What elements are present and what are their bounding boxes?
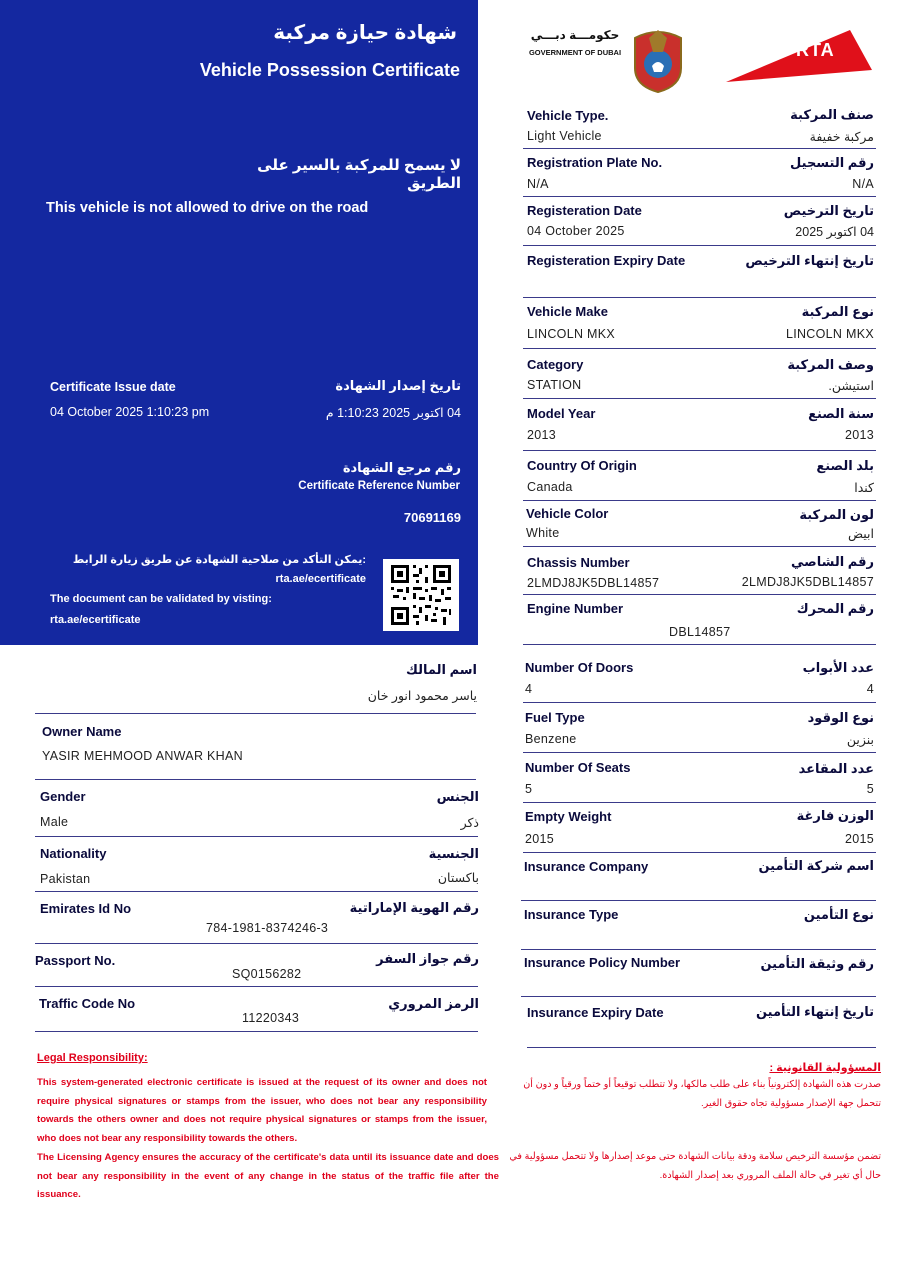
- nationality-value-ar: باكستان: [437, 871, 479, 885]
- model-year-label: Model Year: [527, 406, 596, 421]
- insurance-type-label-ar: نوع التأمين: [803, 907, 874, 922]
- chassis-value: 2LMDJ8JK5DBL14857: [527, 576, 660, 590]
- vehicle-type-value: Light Vehicle: [527, 129, 602, 143]
- traffic-code-label-ar: الرمز المروري: [388, 996, 479, 1011]
- legal-title-ar: المسؤولية القانونية :: [769, 1062, 881, 1074]
- plate-value-ar: N/A: [852, 177, 874, 191]
- emirates-id-label-ar: رقم الهوية الإماراتية: [349, 900, 479, 915]
- issue-date-value-ar: 04 اكتوبر 2025 1:10:23 م: [325, 406, 461, 420]
- validation-en: The document can be validated by visting:: [50, 593, 272, 605]
- legal-paragraph-1-ar: صدرت هذه الشهادة إلكترونياً بناء على طلب مالكها، ولا تتطلب توقيعاً أو ختماً ورقياً و دون أن تتحمل جهة الإصدار مسؤولية تجاه حقوق الغير.: [523, 1079, 881, 1109]
- traffic-code-value: 11220343: [242, 1011, 300, 1025]
- insurance-policy-label: Insurance Policy Number: [524, 955, 681, 970]
- reference-value: 70691169: [403, 510, 461, 525]
- emirates-id-value: 784-1981-8374246-3: [206, 921, 329, 935]
- model-year-value-ar: 2013: [844, 428, 874, 442]
- gov-dubai-logo: حكومـــة دبـــي GOVERNMENT OF DUBAI: [528, 28, 622, 57]
- plate-label-ar: رقم التسجيل: [790, 155, 874, 170]
- seats-label-ar: عدد المقاعد: [798, 761, 874, 776]
- issue-date-label: Certificate Issue date: [50, 380, 176, 394]
- legal-paragraph-2-ar: تضمن مؤسسة الترخيص سلامة ودقة بيانات الشهادة حتى موعد إصدارها ولا تتحمل مسؤولية في حال أي تغير في حالة الملف المروري بعد إصدار الشهادة.: [509, 1151, 881, 1181]
- legal-title-en: Legal Responsibility:: [37, 1052, 148, 1064]
- gender-label-ar: الجنس: [436, 789, 479, 804]
- plate-value: N/A: [527, 177, 549, 191]
- insurance-type-label: Insurance Type: [524, 907, 619, 922]
- fuel-value-ar: بنزين: [846, 733, 874, 747]
- title-en: Vehicle Possession Certificate: [199, 60, 460, 80]
- vehicle-type-label: Vehicle Type.: [527, 108, 609, 123]
- origin-label: Country Of Origin: [527, 458, 637, 473]
- nationality-value: Pakistan: [40, 872, 91, 886]
- passport-value: SQ0156282: [232, 967, 302, 981]
- warning-ar: لا يسمح للمركبة بالسير على الطريق: [257, 157, 461, 192]
- validation-url-2[interactable]: rta.ae/ecertificate: [50, 614, 141, 626]
- legal-paragraph-1-en: This system-generated electronic certificate is issued at the request of its owner and does not require physical signatures or stamps from the issuer, who does not bear any responsibility towards the others owner and does not require physical signatures or stamps from the issuer, who does not bear any responsibility towards the others.: [37, 1077, 487, 1144]
- chassis-value-ar: 2LMDJ8JK5DBL14857: [741, 575, 874, 589]
- insurance-policy-label-ar: رقم وثيقة التأمين: [760, 956, 874, 971]
- model-year-value: 2013: [527, 428, 557, 442]
- owner-name-label-ar: اسم المالك: [406, 662, 477, 677]
- plate-label: Registration Plate No.: [527, 155, 663, 170]
- warning-en: This vehicle is not allowed to drive on the road: [46, 200, 369, 216]
- legal-paragraph-2-en: The Licensing Agency ensures the accuracy of the certificate's data until its issuance date and does not bear any responsibility in the event of any change in the status of the traffic file after the issuance.: [37, 1152, 499, 1200]
- weight-value-ar: 2015: [844, 832, 874, 846]
- chassis-label: Chassis Number: [527, 555, 630, 570]
- seats-value: 5: [525, 782, 533, 796]
- engine-value: DBL14857: [669, 625, 731, 639]
- make-label-ar: نوع المركبة: [801, 304, 874, 319]
- qr-code: [383, 559, 459, 631]
- origin-value: Canada: [527, 480, 573, 494]
- vehicle-type-value-ar: مركبة خفيفة: [809, 130, 874, 144]
- weight-label: Empty Weight: [525, 809, 612, 824]
- fuel-label: Fuel Type: [525, 710, 585, 725]
- color-label-ar: لون المركبة: [799, 507, 874, 522]
- validation-ar: :يمكن التأكد من صلاحية الشهادة عن طريق زيارة الرابط: [72, 554, 366, 566]
- registration-date-label-ar: تاريخ الترخيص: [783, 203, 874, 218]
- traffic-code-label: Traffic Code No: [39, 996, 136, 1011]
- gender-label: Gender: [40, 789, 86, 804]
- category-label-ar: وصف المركبة: [787, 357, 874, 372]
- insurance-expiry-label: Insurance Expiry Date: [527, 1005, 664, 1020]
- weight-value: 2015: [525, 832, 555, 846]
- category-value-ar: استيشن.: [828, 379, 874, 393]
- vehicle-type-label-ar: صنف المركبة: [790, 107, 874, 122]
- registration-expiry-label-ar: تاريخ إنتهاء الترخيص: [745, 253, 874, 268]
- fuel-label-ar: نوع الوقود: [807, 710, 874, 725]
- doors-label: Number Of Doors: [525, 660, 634, 675]
- reference-label: Certificate Reference Number: [298, 480, 460, 492]
- registration-expiry-label: Registeration Expiry Date: [527, 253, 686, 268]
- engine-label-ar: رقم المحرك: [796, 601, 874, 616]
- issue-date-value: 04 October 2025 1:10:23 pm: [50, 405, 210, 419]
- passport-label-ar: رقم جواز السفر: [376, 951, 479, 966]
- issue-date-label-ar: تاريخ إصدار الشهادة: [335, 378, 461, 393]
- registration-date-value-ar: 04 اكتوبر 2025: [795, 225, 874, 239]
- make-value-ar: LINCOLN MKX: [785, 327, 874, 341]
- gender-value: Male: [40, 815, 69, 829]
- dubai-emblem-icon: [627, 28, 689, 94]
- make-label: Vehicle Make: [527, 304, 608, 319]
- color-value: White: [526, 526, 560, 540]
- blue-header-panel: [0, 0, 478, 645]
- category-value: STATION: [527, 378, 582, 392]
- doors-label-ar: عدد الأبواب: [802, 660, 874, 675]
- insurance-company-label: Insurance Company: [524, 859, 649, 874]
- owner-name-value: YASIR MEHMOOD ANWAR KHAN: [42, 749, 243, 763]
- origin-label-ar: بلد الصنع: [816, 458, 874, 473]
- category-label: Category: [527, 357, 584, 372]
- registration-date-label: Registeration Date: [527, 203, 642, 218]
- insurance-company-label-ar: اسم شركة التأمين: [758, 858, 874, 873]
- doors-value: 4: [525, 682, 533, 696]
- model-year-label-ar: سنة الصنع: [808, 406, 874, 421]
- doors-value-ar: 4: [866, 682, 874, 696]
- owner-name-label: Owner Name: [42, 724, 122, 739]
- owner-name-ar: ياسر محمود انور خان: [367, 689, 477, 703]
- origin-value-ar: كندا: [854, 481, 874, 495]
- seats-value-ar: 5: [866, 782, 874, 796]
- fuel-value: Benzene: [525, 732, 577, 746]
- passport-label: Passport No.: [35, 953, 116, 968]
- engine-label: Engine Number: [527, 601, 624, 616]
- validation-url-1[interactable]: rta.ae/ecertificate: [275, 573, 366, 585]
- emirates-id-label: Emirates Id No: [40, 901, 132, 916]
- color-value-ar: ابيض: [847, 527, 874, 541]
- nationality-label-ar: الجنسية: [428, 846, 479, 861]
- nationality-label: Nationality: [40, 846, 107, 861]
- registration-date-value: 04 October 2025: [527, 224, 625, 238]
- weight-label-ar: الوزن فارغة: [796, 808, 874, 823]
- chassis-label-ar: رقم الشاصي: [791, 554, 874, 569]
- seats-label: Number Of Seats: [525, 760, 631, 775]
- rta-logo: RTA: [724, 26, 874, 84]
- title-ar: شهادة حيازة مركبة: [273, 22, 457, 44]
- reference-label-ar: رقم مرجع الشهادة: [342, 460, 461, 475]
- gender-value-ar: ذكر: [460, 816, 479, 830]
- make-value: LINCOLN MKX: [527, 327, 616, 341]
- color-label: Vehicle Color: [526, 506, 609, 521]
- insurance-expiry-label-ar: تاريخ إنتهاء التأمين: [755, 1004, 874, 1019]
